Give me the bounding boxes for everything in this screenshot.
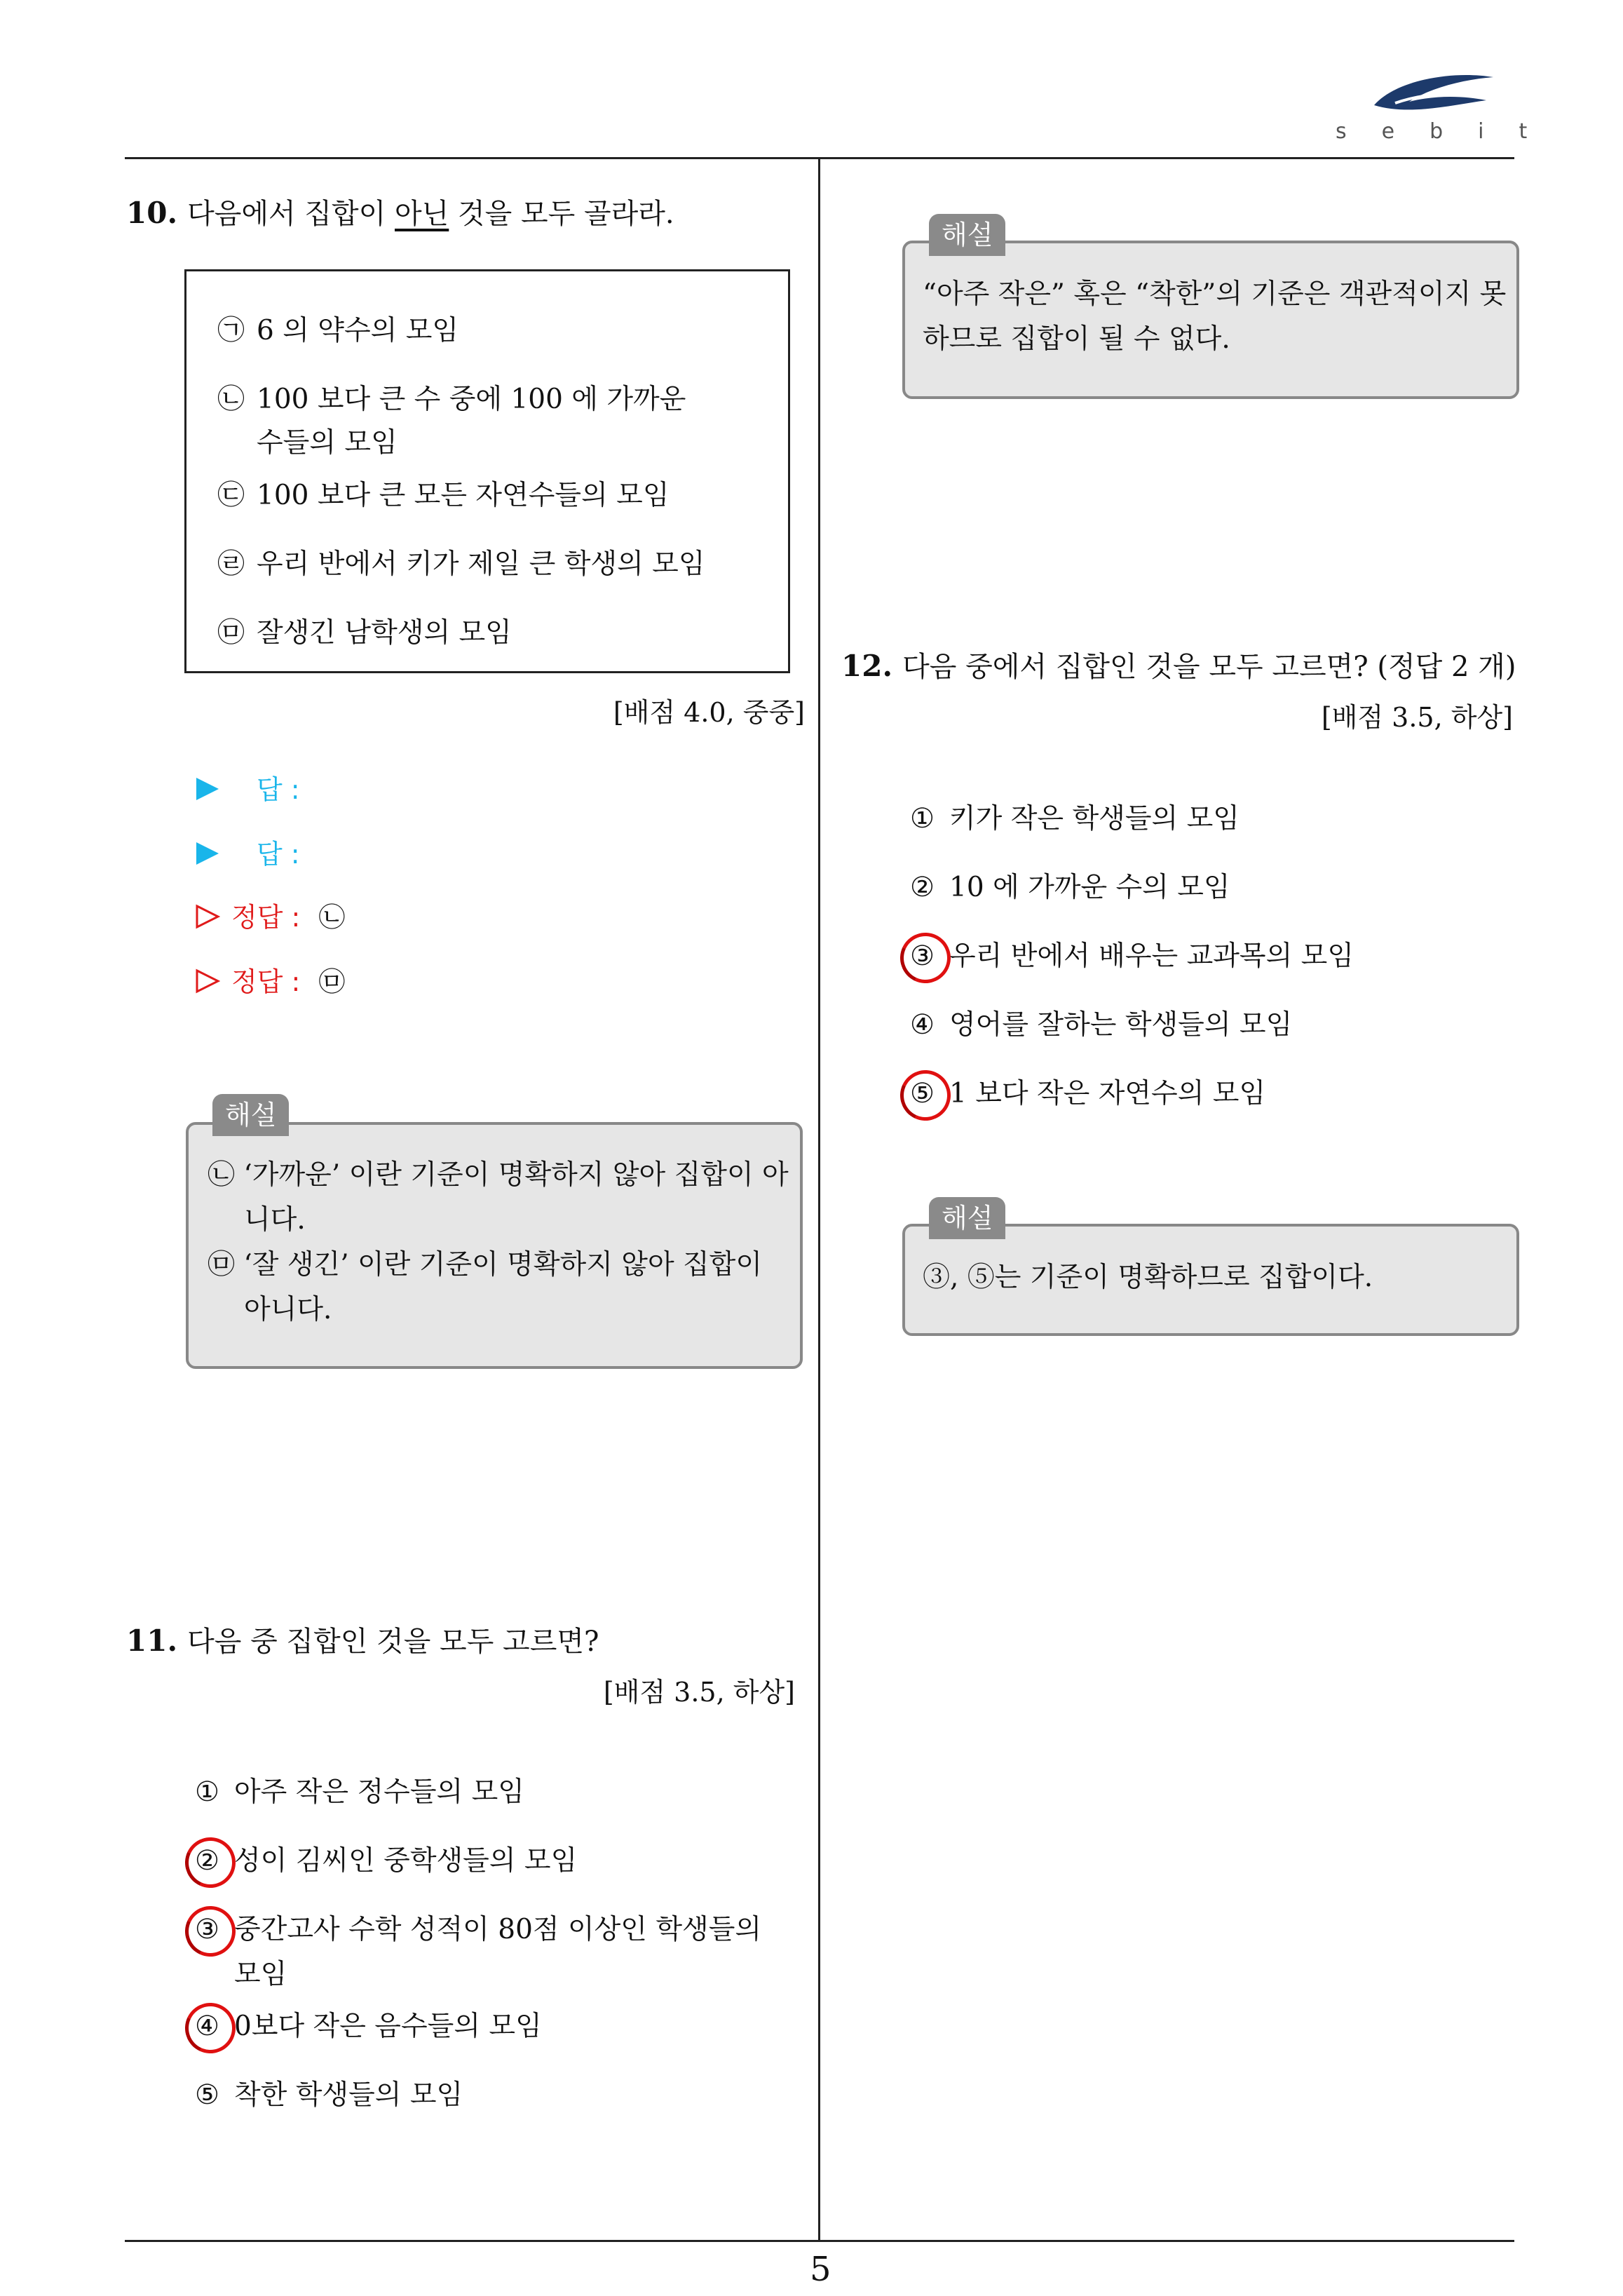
q10-explain-line-2: 니다. <box>244 1204 306 1236</box>
column-divider <box>818 157 820 2240</box>
q10-answer-1-label: 답 : <box>257 774 300 805</box>
q10-item-3-text: 100 보다 큰 모든 자연수들의 모임 <box>257 480 670 511</box>
q11-item-5-text: 착한 학생들의 모임 <box>234 2079 463 2111</box>
q10-item-1-marker: ㉠ <box>217 315 245 346</box>
q12-item-1-text: 키가 작은 학생들의 모임 <box>949 803 1240 835</box>
q11-item-1-marker: ① <box>195 1776 219 1808</box>
q12-item-3-marker: ③ <box>910 940 935 972</box>
q11-item-1 <box>195 1770 524 1815</box>
q12-title-text: 다음 중에서 집합인 것을 모두 고르면? (정답 2 개) <box>902 651 1516 683</box>
q11-item-3-marker: ③ <box>195 1914 219 1945</box>
q10-item-3-marker: ㉢ <box>217 480 245 511</box>
sebit-logo-icon <box>1367 67 1500 123</box>
q12-item-5-marker: ⑤ <box>910 1078 935 1109</box>
outline-triangle-icon <box>195 904 220 929</box>
q12-item-2-marker: ② <box>910 872 935 903</box>
q11-explain-tag: 해설 <box>929 214 1005 256</box>
q11-item-3-text: 중간고사 수학 성적이 80점 이상인 학생들의 <box>234 1914 762 1945</box>
q12-item-4 <box>910 1003 1292 1048</box>
q10-item-5 <box>217 611 512 656</box>
q11-item-5 <box>195 2073 463 2118</box>
q10-explain-tag: 해설 <box>212 1094 289 1136</box>
q10-correct-1 <box>195 898 345 937</box>
q11-item-3 <box>195 1907 761 1952</box>
q10-item-4-marker: ㉣ <box>217 548 245 580</box>
q11-score: [배점 3.5, 하상] <box>603 1677 795 1708</box>
q11-item-4 <box>195 2004 542 2049</box>
q10-item-2-cont: 수들의 모임 <box>257 427 398 459</box>
q10-item-5-text: 잘생긴 남학생의 모임 <box>257 617 512 649</box>
q12-item-3-text: 우리 반에서 배우는 교과목의 모임 <box>949 940 1354 972</box>
q12-explain-line-1: ③, ⑤는 기준이 명확하므로 집합이다. <box>923 1262 1373 1293</box>
q12-item-2 <box>910 865 1230 910</box>
q10-correct-1-value: ㉡ <box>318 902 346 933</box>
q10-answer-2-label: 답 : <box>257 839 300 870</box>
q10-title-before: 다음에서 집합이 <box>187 198 395 230</box>
q10-item-1 <box>217 309 459 353</box>
outline-triangle-icon <box>195 968 220 994</box>
q10-item-2-text: 100 보다 큰 수 중에 100 에 가까운 <box>257 384 686 415</box>
q11-title-text: 다음 중 집합인 것을 모두 고르면? <box>187 1626 599 1658</box>
brand-name: sebit <box>1336 119 1563 144</box>
q12-item-1 <box>910 797 1240 842</box>
q12-title <box>841 645 1516 688</box>
q11-explain-line-2: 하므로 집합이 될 수 없다. <box>923 323 1230 355</box>
q12-score: [배점 3.5, 하상] <box>1321 702 1513 733</box>
q11-item-1-text: 아주 작은 정수들의 모임 <box>234 1776 524 1808</box>
q12-item-1-marker: ① <box>910 803 935 835</box>
q10-correct-1-label: 정답 : <box>231 902 301 933</box>
q10-item-2 <box>217 377 686 422</box>
q10-title-underline: 아닌 <box>395 198 449 230</box>
page-number: 5 <box>810 2250 831 2289</box>
footer-rule <box>125 2240 1514 2242</box>
q10-item-4 <box>217 542 705 587</box>
q10-title-after: 것을 모두 골라라. <box>449 198 674 230</box>
q11-item-3-cont: 모임 <box>234 1959 287 1990</box>
q11-item-5-marker: ⑤ <box>195 2079 219 2111</box>
q10-correct-2 <box>195 962 345 1001</box>
q10-item-5-marker: ㉤ <box>217 617 245 649</box>
q10-explain-line-1: ㉡ ‘가까운’ 이란 기준이 명확하지 않아 집합이 아 <box>208 1159 789 1191</box>
q12-item-3 <box>910 934 1354 979</box>
q10-title <box>126 192 674 235</box>
q10-correct-2-value: ㉤ <box>318 966 346 997</box>
q11-item-2-text: 성이 김씨인 중학생들의 모임 <box>234 1845 578 1877</box>
q11-title <box>126 1620 599 1663</box>
q10-item-3 <box>217 473 670 518</box>
q11-item-2-marker: ② <box>195 1845 219 1877</box>
q10-item-1-text: 6 의 약수의 모임 <box>257 315 459 346</box>
q10-answer-2 <box>195 835 300 874</box>
filled-triangle-icon <box>195 776 220 802</box>
q12-item-4-marker: ④ <box>910 1009 935 1041</box>
q10-answer-1 <box>195 770 300 809</box>
q11-explain-line-1: “아주 작은” 혹은 “착한”의 기준은 객관적이지 못 <box>923 278 1507 310</box>
filled-triangle-icon <box>195 841 220 866</box>
q10-item-4-text: 우리 반에서 키가 제일 큰 학생의 모임 <box>257 548 705 580</box>
q12-item-4-text: 영어를 잘하는 학생들의 모임 <box>949 1009 1293 1041</box>
q10-explain-line-4: 아니다. <box>244 1294 332 1325</box>
q12-number: 12. <box>841 649 893 683</box>
q10-number: 10. <box>126 196 178 230</box>
q11-item-2 <box>195 1839 577 1884</box>
q12-explain-tag: 해설 <box>929 1197 1005 1239</box>
q11-number: 11. <box>126 1623 178 1658</box>
q12-item-2-text: 10 에 가까운 수의 모임 <box>949 872 1230 903</box>
logo <box>1367 67 1500 123</box>
q12-item-5 <box>910 1072 1265 1116</box>
q11-item-4-marker: ④ <box>195 2011 219 2042</box>
q10-score: [배점 4.0, 중중] <box>613 697 805 728</box>
q10-item-2-marker: ㉡ <box>217 384 245 415</box>
q11-item-4-text: 0보다 작은 음수들의 모임 <box>234 2011 542 2042</box>
q10-explain-line-3: ㉤ ‘잘 생긴’ 이란 기준이 명확하지 않아 집합이 <box>208 1249 763 1281</box>
q10-correct-2-label: 정답 : <box>231 966 301 997</box>
q12-item-5-text: 1 보다 작은 자연수의 모임 <box>949 1078 1266 1109</box>
